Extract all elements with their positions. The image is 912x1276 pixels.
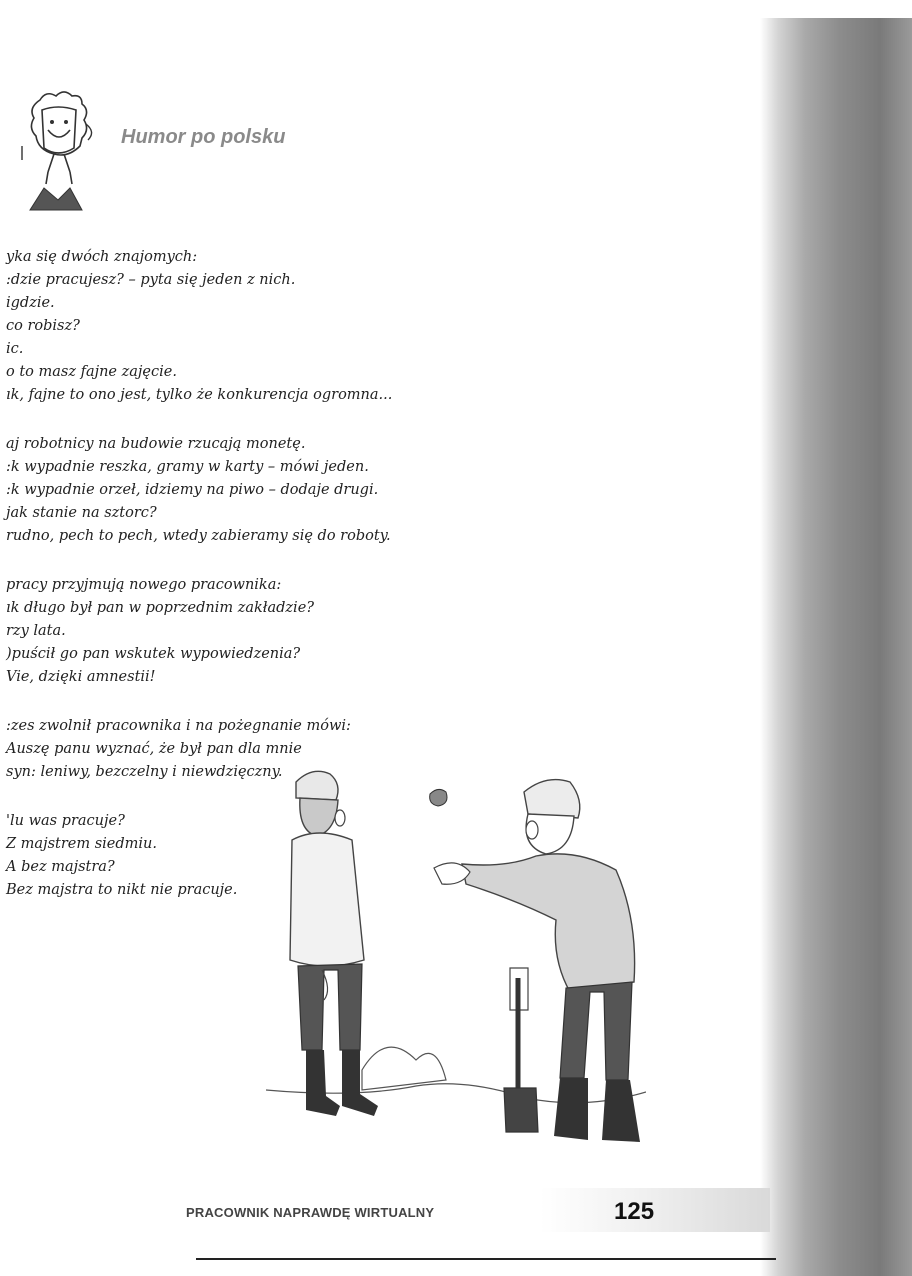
joke-line: :k wypadnie orzeł, idziemy na piwo – dodaje drugi. bbox=[6, 482, 379, 498]
joke-line: ic. bbox=[6, 341, 24, 357]
joke-line: Vie, dzięki amnestii! bbox=[6, 669, 156, 685]
joke-line: rudno, pech to pech, wtedy zabieramy się do roboty. bbox=[6, 528, 391, 544]
joke-line: o to masz fajne zajęcie. bbox=[6, 364, 177, 380]
joke-line: A bez majstra? bbox=[6, 859, 115, 875]
joke-line: rzy lata. bbox=[6, 623, 66, 639]
joke-3 bbox=[6, 574, 386, 689]
joke-line: Bez majstra to nikt nie pracuje. bbox=[6, 882, 238, 898]
joke-line: )puścił go pan wskutek wypowiedzenia? bbox=[6, 646, 301, 662]
bottom-rule bbox=[196, 1258, 776, 1260]
footer-title: PRACOWNIK NAPRAWDĘ WIRTUALNY bbox=[186, 1205, 435, 1220]
workers-illustration bbox=[266, 760, 646, 1150]
book-spine-shadow bbox=[760, 18, 912, 1276]
left-worker-figure bbox=[290, 771, 378, 1116]
joke-2 bbox=[6, 433, 391, 548]
joke-line: :dzie pracujesz? – pyta się jeden z nich. bbox=[6, 272, 296, 288]
joke-line: :zes zwolnił pracownika i na pożegnanie mówi: bbox=[6, 718, 351, 734]
joke-line: ık, fajne to ono jest, tylko że konkurencja ogromna... bbox=[6, 387, 393, 403]
joke-line: co robisz? bbox=[6, 318, 80, 334]
right-worker-figure bbox=[434, 780, 640, 1142]
footer-band bbox=[540, 1188, 770, 1232]
joke-line: pracy przyjmują nowego pracownika: bbox=[6, 577, 282, 593]
section-heading: Humor po polsku bbox=[121, 126, 286, 148]
joke-line: Z majstrem siedmiu. bbox=[6, 836, 157, 852]
joke-line: syn: leniwy, bezczelny i niewdzięczny. bbox=[6, 764, 283, 780]
mascot-icon bbox=[18, 88, 98, 218]
page-number: 125 bbox=[614, 1198, 655, 1225]
joke-line: yka się dwóch znajomych: bbox=[6, 249, 198, 265]
joke-line: jak stanie na sztorc? bbox=[6, 505, 157, 521]
page-top-margin bbox=[760, 0, 912, 20]
joke-1 bbox=[6, 246, 393, 407]
joke-line: :k wypadnie reszka, gramy w karty – mówi jeden. bbox=[6, 459, 369, 475]
joke-line: 'lu was pracuje? bbox=[6, 813, 125, 829]
joke-line: Auszę panu wyznać, że był pan dla mnie bbox=[6, 741, 302, 757]
joke-line: igdzie. bbox=[6, 295, 55, 311]
joke-line: aj robotnicy na budowie rzucają monetę. bbox=[6, 436, 306, 452]
joke-line: ık długo był pan w poprzednim zakładzie? bbox=[6, 600, 315, 616]
